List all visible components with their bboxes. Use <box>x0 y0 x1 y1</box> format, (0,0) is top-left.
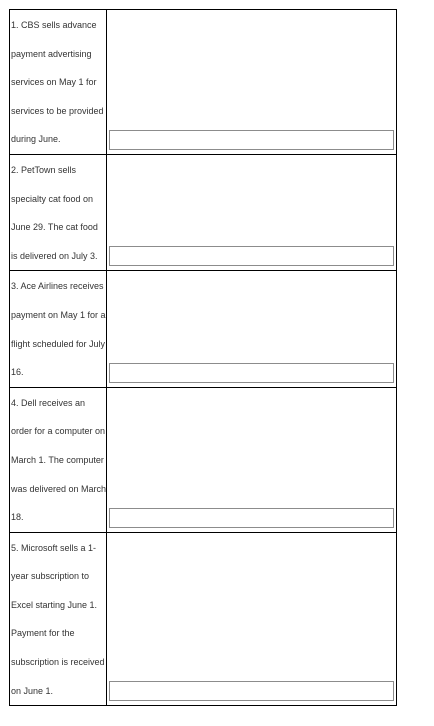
answer-cell <box>107 10 397 155</box>
answer-cell <box>107 532 397 706</box>
answer-input[interactable] <box>109 363 394 383</box>
answer-input[interactable] <box>109 246 394 266</box>
answer-input[interactable] <box>109 130 394 150</box>
question-text: 5. Microsoft sells a 1-year subscription to Excel starting June 1. Payment for the subscription is received on June 1. <box>11 542 105 696</box>
question-text: 3. Ace Airlines receives payment on May 1 for a flight scheduled for July 16. <box>11 281 106 378</box>
question-text: 2. PetTown sells specialty cat food on June 29. The cat food is delivered on July 3. <box>11 164 98 261</box>
question-cell <box>10 387 107 532</box>
table-row <box>10 154 397 270</box>
table-row <box>10 387 397 532</box>
question-cell <box>10 154 107 270</box>
question-cell <box>10 10 107 155</box>
answer-cell <box>107 154 397 270</box>
answer-input[interactable] <box>109 681 394 701</box>
question-cell <box>10 532 107 706</box>
table-row <box>10 10 397 155</box>
table-row <box>10 532 397 706</box>
question-cell <box>10 271 107 387</box>
question-text: 1. CBS sells advance payment advertising services on May 1 for services to be provided during June. <box>11 20 104 145</box>
table-row <box>10 271 397 387</box>
question-text: 4. Dell receives an order for a computer on March 1. The computer was delivered on March 18. <box>11 397 107 523</box>
answer-cell <box>107 387 397 532</box>
answer-cell <box>107 271 397 387</box>
answer-input[interactable] <box>109 508 394 528</box>
question-answer-table <box>9 9 397 706</box>
